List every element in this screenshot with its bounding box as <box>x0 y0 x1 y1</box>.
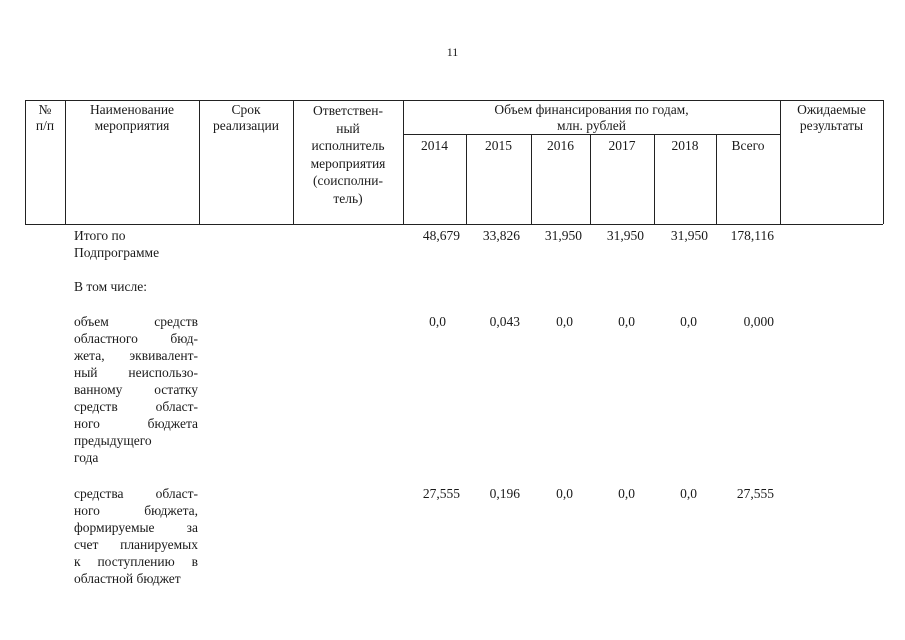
page-number: 11 <box>446 45 459 59</box>
value-2015: 0,043 <box>489 314 520 329</box>
value-2017: 31,950 <box>606 228 644 243</box>
including-label: В том числе: <box>74 279 147 294</box>
value-2018: 31,950 <box>670 228 708 243</box>
header-num: № п/п <box>35 102 55 133</box>
value-2017: 0,0 <box>618 314 635 329</box>
value-2014: 27,555 <box>422 486 460 501</box>
header-total: Всего <box>731 138 765 153</box>
header-year-2016: 2016 <box>547 138 574 153</box>
header-year-2014: 2014 <box>421 138 448 153</box>
header-results: Ожидаемые результаты <box>797 102 866 133</box>
header-year-2017: 2017 <box>608 138 636 153</box>
header-responsible: Ответствен- ный исполнитель мероприятия (соисполни- тель) <box>310 103 386 206</box>
value-2017: 0,0 <box>618 486 635 501</box>
years-divider <box>403 134 780 135</box>
header-term: Срок реализации <box>213 102 279 133</box>
value-total: 178,116 <box>730 228 774 243</box>
header-year-2018: 2018 <box>671 138 699 153</box>
value-2015: 0,196 <box>489 486 520 501</box>
value-2014: 0,0 <box>429 314 446 329</box>
header-year-2015: 2015 <box>485 138 512 153</box>
col-border <box>883 100 884 224</box>
value-total: 27,555 <box>736 486 774 501</box>
value-total: 0,000 <box>743 314 774 329</box>
row-regional-planned-label: средства област- ного бюджета, формируемые за счет планируемых к поступлению в областной бюджет <box>74 486 198 586</box>
row-regional-balance-label: объем средств областного бюд- жета, эквивалент- ный неиспользо- ванному остатку средств област- ного бюджета предыдущего года <box>74 314 198 465</box>
row-total-label: Итого по Подпрограмме <box>74 228 160 260</box>
header-name: Наименование мероприятия <box>89 102 175 133</box>
value-2016: 0,0 <box>556 314 573 329</box>
value-2015: 33,826 <box>482 228 520 243</box>
value-2016: 31,950 <box>544 228 582 243</box>
header-top-border <box>25 100 883 101</box>
value-2018: 0,0 <box>680 314 697 329</box>
header-bottom-border <box>25 224 883 225</box>
header-funding: Объем финансирования по годам, млн. рублей <box>494 102 689 133</box>
value-2018: 0,0 <box>680 486 697 501</box>
value-2016: 0,0 <box>556 486 573 501</box>
value-2014: 48,679 <box>422 228 460 243</box>
